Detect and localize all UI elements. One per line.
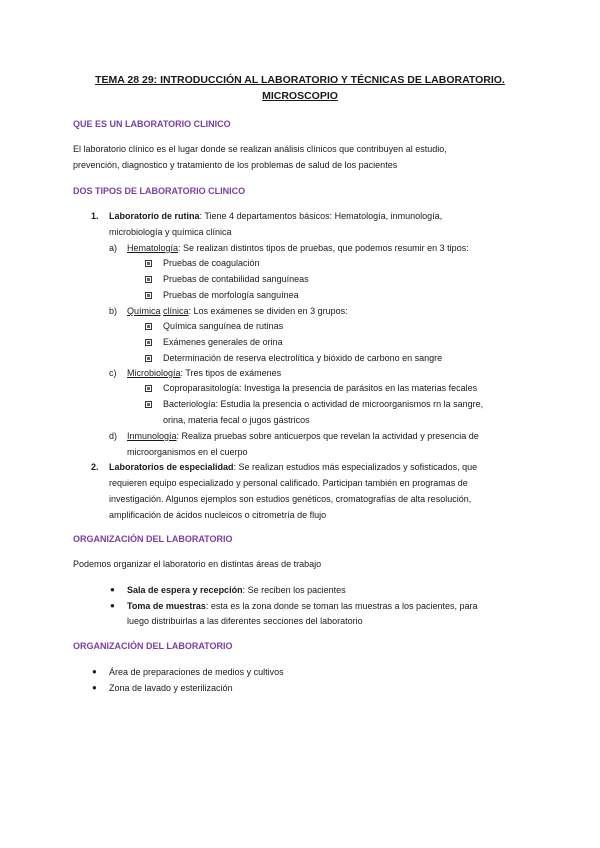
sublist-text-cont: microorganismos en el cuerpo [127,447,248,457]
sublist-item-quimica [127,305,348,317]
bullet-text: Determinación de reserva electrolítica y bióxido de carbono en sangre [163,353,443,363]
section-heading-dos-tipos: DOS TIPOS DE LABORATORIO CLINICO [73,186,246,196]
list-item-especialidad [109,461,477,473]
sublist-label: Química [127,306,161,316]
bullet-item-sala [127,584,346,596]
section-heading-organizacion-2: ORGANIZACIÓN DEL LABORATORIO [73,641,233,651]
bullet-text: Química sanguínea de rutinas [163,321,284,331]
page-title-line1: TEMA 28 29: INTRODUCCIÓN AL LABORATORIO Y TÉCNICAS DE LABORATORIO. [95,74,505,86]
list-item-cont: investigación. Algunos ejemplos son estudios genéticos, cromatografías de alta resolución, [109,494,472,504]
sublist-letter: d) [109,431,118,441]
sublist-label: Hematología [127,243,179,253]
paragraph-line: prevención, diagnostico y tratamiento de los problemas de salud de los pacientes [73,160,398,170]
checkbox-bullet-icon [145,260,152,267]
sublist-letter: c) [109,368,117,378]
item-bold-label: Laboratorio de rutina [109,211,200,221]
bullet-item-toma [127,600,478,612]
bullet-text-cont: orina, materia fecal o jugos gástricos [163,415,310,425]
item-text: : Se realizan estudios más especializados y sofisticados, que [233,462,478,472]
bullet-text: : Se reciben los pacientes [242,585,346,595]
bullet-text: Pruebas de coagulación [163,258,260,268]
section-heading-que-es: QUE ES UN LABORATORIO CLINICO [73,119,231,129]
bullet-dot-icon: ● [110,601,115,610]
page-title-line2: MICROSCOPIO [262,90,338,102]
bullet-text: Exámenes generales de orina [163,337,283,347]
bullet-text: Zona de lavado y esterilización [109,683,233,693]
checkbox-bullet-icon [145,385,152,392]
sublist-label: Microbiología [127,368,181,378]
sublist-text: : Los exámenes se dividen en 3 grupos: [188,306,348,316]
bullet-dot-icon: ● [110,585,115,594]
section-heading-organizacion: ORGANIZACIÓN DEL LABORATORIO [73,534,233,544]
bullet-bold-label: Sala de espera y recepción [127,585,243,595]
bullet-text: Coproparasitología: Investiga la presencia de parásitos en las materias fecales [163,383,478,393]
paragraph-line: El laboratorio clínico es el lugar donde se realizan análisis clínicos que contribuyen al estudio, [73,144,447,154]
sublist-text: : Realiza pruebas sobre anticuerpos que revelan la actividad y presencia de [176,431,479,441]
bullet-text: Bacteriología: Estudia la presencia o actividad de microorganismos rn la sangre, [163,399,484,409]
bullet-text: Pruebas de contabilidad sanguíneas [163,274,309,284]
list-number: 1. [91,211,99,221]
sublist-item-inmunologia [127,430,479,442]
list-item-cont: amplificación de ácidos nucleicos o citrometría de flujo [109,510,327,520]
checkbox-bullet-icon [145,292,152,299]
checkbox-bullet-icon [145,355,152,362]
list-item-cont: requieren equipo especializado y personal calificado. Participan también en programas de [109,478,468,488]
bullet-dot-icon: ● [92,683,97,692]
sublist-label: Inmunología [127,431,177,441]
checkbox-bullet-icon [145,323,152,330]
item-text: : Tiene 4 departamentos básicos: Hematología, inmunología, [199,211,443,221]
checkbox-bullet-icon [145,401,152,408]
bullet-text: Área de preparaciones de medios y cultivos [109,667,284,677]
sublist-item-hematologia [127,242,469,254]
sublist-label: clínica [163,306,189,316]
sublist-letter: a) [109,243,118,253]
sublist-text: : Tres tipos de exámenes [180,368,282,378]
list-number: 2. [91,462,99,472]
bullet-dot-icon: ● [92,667,97,676]
checkbox-bullet-icon [145,339,152,346]
sublist-letter: b) [109,306,118,316]
bullet-bold-label: Toma de muestras [127,601,206,611]
item-bold-label: Laboratorios de especialidad [109,462,234,472]
checkbox-bullet-icon [145,276,152,283]
bullet-text: Pruebas de morfología sanguínea [163,290,299,300]
sublist-item-microbiologia [127,367,281,379]
paragraph-line: Podemos organizar el laboratorio en distintas áreas de trabajo [73,559,322,569]
bullet-text: : esta es la zona donde se toman las muestras a los pacientes, para [205,601,478,611]
bullet-text-cont: luego distribuirlas a las diferentes secciones del laboratorio [127,616,363,626]
sublist-text: : Se realizan distintos tipos de pruebas, que podemos resumir en 3 tipos: [178,243,469,253]
list-item-rutina [109,210,442,222]
list-item-cont: microbiología y química clínica [109,227,232,237]
